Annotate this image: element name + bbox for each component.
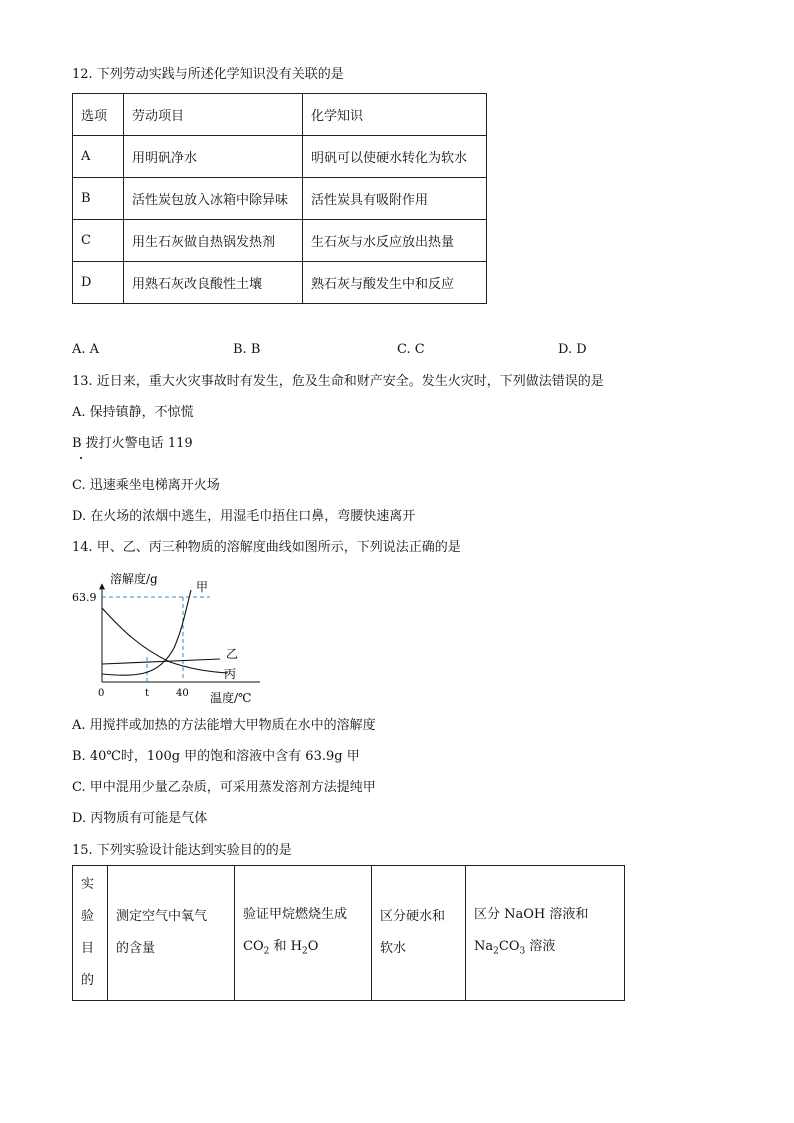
q12-table [72,93,487,304]
row-label: A [73,136,124,178]
table-row [73,866,625,1001]
q14-option-c[interactable]: C. 甲中混用少量乙杂质，可采用蒸发溶剂方法提纯甲 [72,780,376,795]
x-tick-40: 40 [176,688,189,699]
q14-option-a[interactable]: A. 用搅拌或加热的方法能增大甲物质在水中的溶解度 [72,718,376,733]
row-knowledge: 生石灰与水反应放出热量 [303,220,487,262]
q13-option-d[interactable]: D. 在火场的浓烟中逃生，用湿毛巾捂住口鼻，弯腰快速离开 [72,509,416,524]
stray-dot [80,457,82,459]
cell-oxygen: 测定空气中氧气 的含量 [108,866,235,1001]
header-labor-item: 劳动项目 [124,94,303,136]
table-header-row [73,94,487,136]
q15-table [72,865,625,1001]
q12-option-a[interactable]: A. A [72,342,100,357]
series-yi-curve [102,659,220,664]
x-tick-t: t [145,688,150,699]
y-tick-639: 63.9 [72,591,97,604]
row-item: 用明矾净水 [124,136,303,178]
row-knowledge: 活性炭具有吸附作用 [303,178,487,220]
table-row [73,220,487,262]
formula-na2co3: $Na_2CO_3$ 溶液 [474,938,556,957]
q13-stem: 13. 近日来，重大火灾事故时有发生，危及生命和财产安全。发生火灾时，下列做法错误的是 [72,374,604,389]
q14-stem: 14. 甲、乙、丙三种物质的溶解度曲线如图所示，下列说法正确的是 [72,540,461,555]
table-row [73,178,487,220]
table-row [73,262,487,304]
table-row [73,136,487,178]
q15-stem: 15. 下列实验设计能达到实验目的的是 [72,843,292,858]
q13-option-a[interactable]: A. 保持镇静，不惊慌 [72,405,194,420]
cell-naoh: 区分 NaOH 溶液和 $Na_2CO_3$ 溶液 [466,866,625,1001]
series-label-jia: 甲 [196,580,209,594]
header-option: 选项 [73,94,124,136]
row-label-vertical: 实 验 目 的 [73,866,108,1001]
row-item: 用生石灰做自热锅发热剂 [124,220,303,262]
row-label: D [73,262,124,304]
q14-option-d[interactable]: D. 丙物质有可能是气体 [72,811,208,826]
q12-options [72,342,632,360]
formula-co2-h2o: $CO_2$ 和 $H_2O$ [243,938,319,957]
series-label-yi: 乙 [226,647,239,661]
x-tick-0: 0 [98,688,105,699]
row-label: C [73,220,124,262]
series-label-bing: 丙 [224,667,237,681]
row-label: B [73,178,124,220]
cell-methane: 验证甲烷燃烧生成 $CO_2$ 和 $H_2O$ [235,866,372,1001]
q12-stem: 12. 下列劳动实践与所述化学知识没有关联的是 [72,67,344,82]
row-knowledge: 明矾可以使硬水转化为软水 [303,136,487,178]
solubility-chart [70,570,270,710]
row-knowledge: 熟石灰与酸发生中和反应 [303,262,487,304]
cell-hard-water: 区分硬水和 软水 [372,866,466,1001]
q12-option-c[interactable]: C. C [397,342,425,357]
q14-option-b[interactable]: B. 40℃时，100g 甲的饱和溶液中含有 63.9g 甲 [72,749,360,764]
q13-option-b[interactable]: B 拨打火警电话 119 [72,436,193,451]
y-axis-label: 溶解度/g [110,572,158,586]
x-axis-label: 温度/℃ [210,691,252,705]
row-item: 活性炭包放入冰箱中除异味 [124,178,303,220]
q13-option-c[interactable]: C. 迅速乘坐电梯离开火场 [72,478,220,493]
header-chem-knowledge: 化学知识 [303,94,487,136]
row-item: 用熟石灰改良酸性土壤 [124,262,303,304]
q12-option-d[interactable]: D. D [558,342,587,357]
q12-option-b[interactable]: B. B [233,342,261,357]
